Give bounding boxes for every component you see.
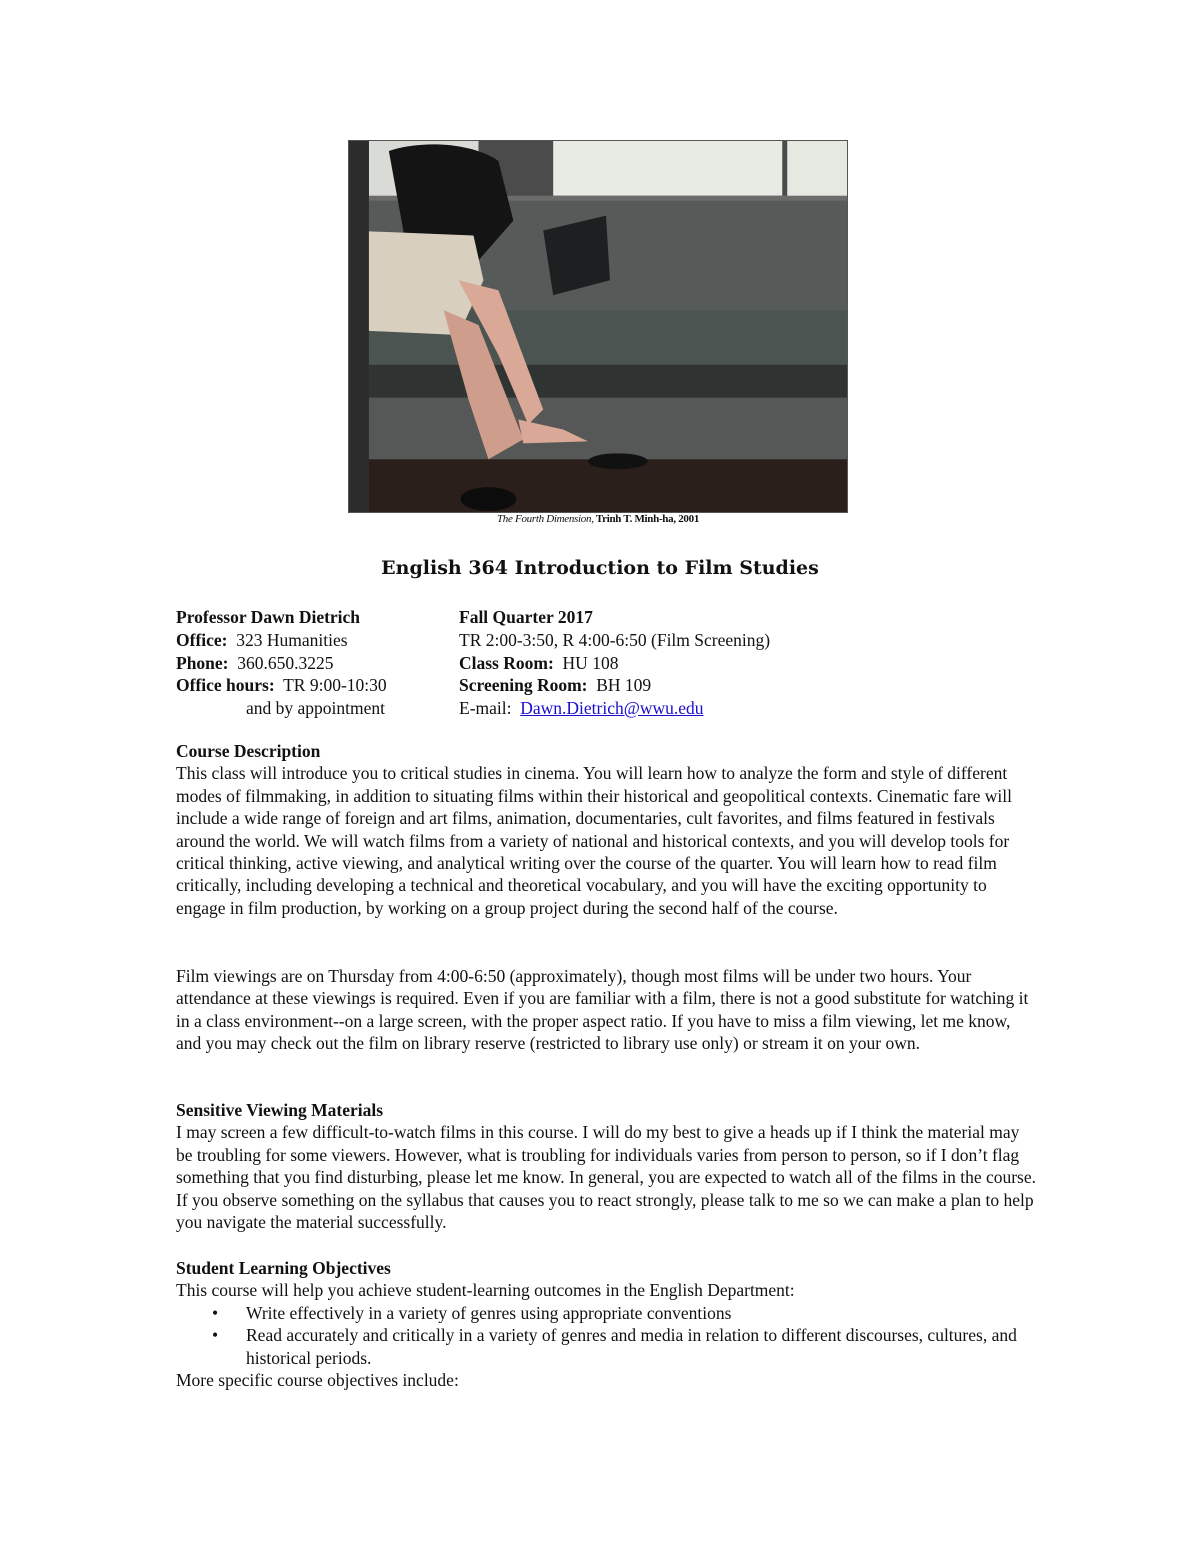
bullet-icon: • bbox=[212, 1302, 219, 1323]
office-hours-value: TR 9:00-10:30 bbox=[283, 675, 387, 696]
learning-objectives-intro: This course will help you achieve student-learning outcomes in the English Department: bbox=[176, 1280, 795, 1301]
learning-objectives-outro: More specific course objectives include: bbox=[176, 1370, 459, 1391]
screening-room-label: Screening Room: bbox=[459, 675, 588, 696]
film-viewings-section bbox=[176, 965, 1036, 1055]
office-value: 323 Humanities bbox=[236, 629, 348, 650]
list-item bbox=[176, 1324, 1036, 1369]
screening-room-value: BH 109 bbox=[596, 675, 652, 696]
film-viewings-paragraph: Film viewings are on Thursday from 4:00-6:50 (approximately), though most films will be under two hours. Your attendance at these viewings is required. Even if you are familiar with a film, there is not a good substitute for watching it in a class environment--on a large screen, with the proper aspect ratio. If you have to miss a film viewing, let me know, and you may check out the film on library reserve (restricted to library use only) or stream it on your own. bbox=[176, 966, 1029, 1054]
office-hours-extra: and by appointment bbox=[246, 698, 386, 719]
course-title: English 364 Introduction to Film Studies bbox=[381, 557, 819, 579]
learning-objectives-list bbox=[176, 1302, 1036, 1369]
sensitive-materials-heading: Sensitive Viewing Materials bbox=[176, 1100, 384, 1120]
phone-label: Phone: bbox=[176, 652, 229, 673]
classroom-value: HU 108 bbox=[562, 652, 619, 673]
email-link[interactable]: Dawn.Dietrich@wwu.edu bbox=[520, 698, 704, 719]
office-label: Office: bbox=[176, 629, 228, 650]
list-item-text: Read accurately and critically in a variety of genres and media in relation to different discourses, cultures, and historical periods. bbox=[246, 1325, 1017, 1368]
list-item-text: Write effectively in a variety of genres using appropriate conventions bbox=[246, 1302, 732, 1323]
course-description-paragraph: This class will introduce you to critical studies in cinema. You will learn how to analyze the form and style of different modes of filmmaking, in addition to situating films within their historical and geopolitical contexts. Cinematic fare will include a wide range of foreign and art films, animation, documentaries, cult favorites, and films featured in festivals around the world. We will watch films from a variety of national and historical contexts, and you will develop tools for critical thinking, active viewing, and analytical writing over the course of the quarter. You will learn how to read film critically, including developing a technical and theoretical vocabulary, and you will have the exciting opportunity to engage in film production, by working on a group project during the second half of the course. bbox=[176, 763, 1012, 918]
bullet-icon: • bbox=[212, 1325, 219, 1346]
sensitive-materials-section bbox=[176, 1099, 1036, 1233]
film-still-image bbox=[348, 140, 848, 513]
office-hours-label: Office hours: bbox=[176, 675, 275, 696]
learning-objectives-heading: Student Learning Objectives bbox=[176, 1258, 391, 1278]
caption-film-title: The Fourth Dimension, bbox=[496, 513, 594, 525]
sensitive-materials-paragraph: I may screen a few difficult-to-watch films in this course. I will do my best to give a heads up if I think the material may be troubling for some viewers. However, what is troubling for individuals varies from person to person, so if I don’t flag something that you find disturbing, please let me know. In general, you are expected to watch all of the films in the course. If you observe something on the syllabus that causes you to react strongly, please talk to me so we can make a plan to help you navigate the material successfully. bbox=[176, 1122, 1037, 1233]
quarter: Fall Quarter 2017 bbox=[459, 607, 593, 627]
instructor-info bbox=[176, 606, 387, 720]
class-info bbox=[459, 606, 770, 720]
caption-credit: Trinh T. Minh-ha, 2001 bbox=[595, 513, 700, 525]
film-still-illustration bbox=[349, 141, 847, 512]
learning-objectives-section bbox=[176, 1257, 1036, 1391]
classroom-label: Class Room: bbox=[459, 652, 554, 673]
course-description-section bbox=[176, 740, 1036, 919]
list-item bbox=[176, 1302, 1036, 1324]
professor-name: Professor Dawn Dietrich bbox=[176, 607, 361, 627]
course-description-heading: Course Description bbox=[176, 741, 321, 761]
image-caption bbox=[348, 513, 848, 525]
class-schedule: TR 2:00-3:50, R 4:00-6:50 (Film Screening) bbox=[459, 629, 771, 650]
phone-value: 360.650.3225 bbox=[237, 652, 334, 673]
email-label: E-mail: bbox=[459, 698, 512, 719]
